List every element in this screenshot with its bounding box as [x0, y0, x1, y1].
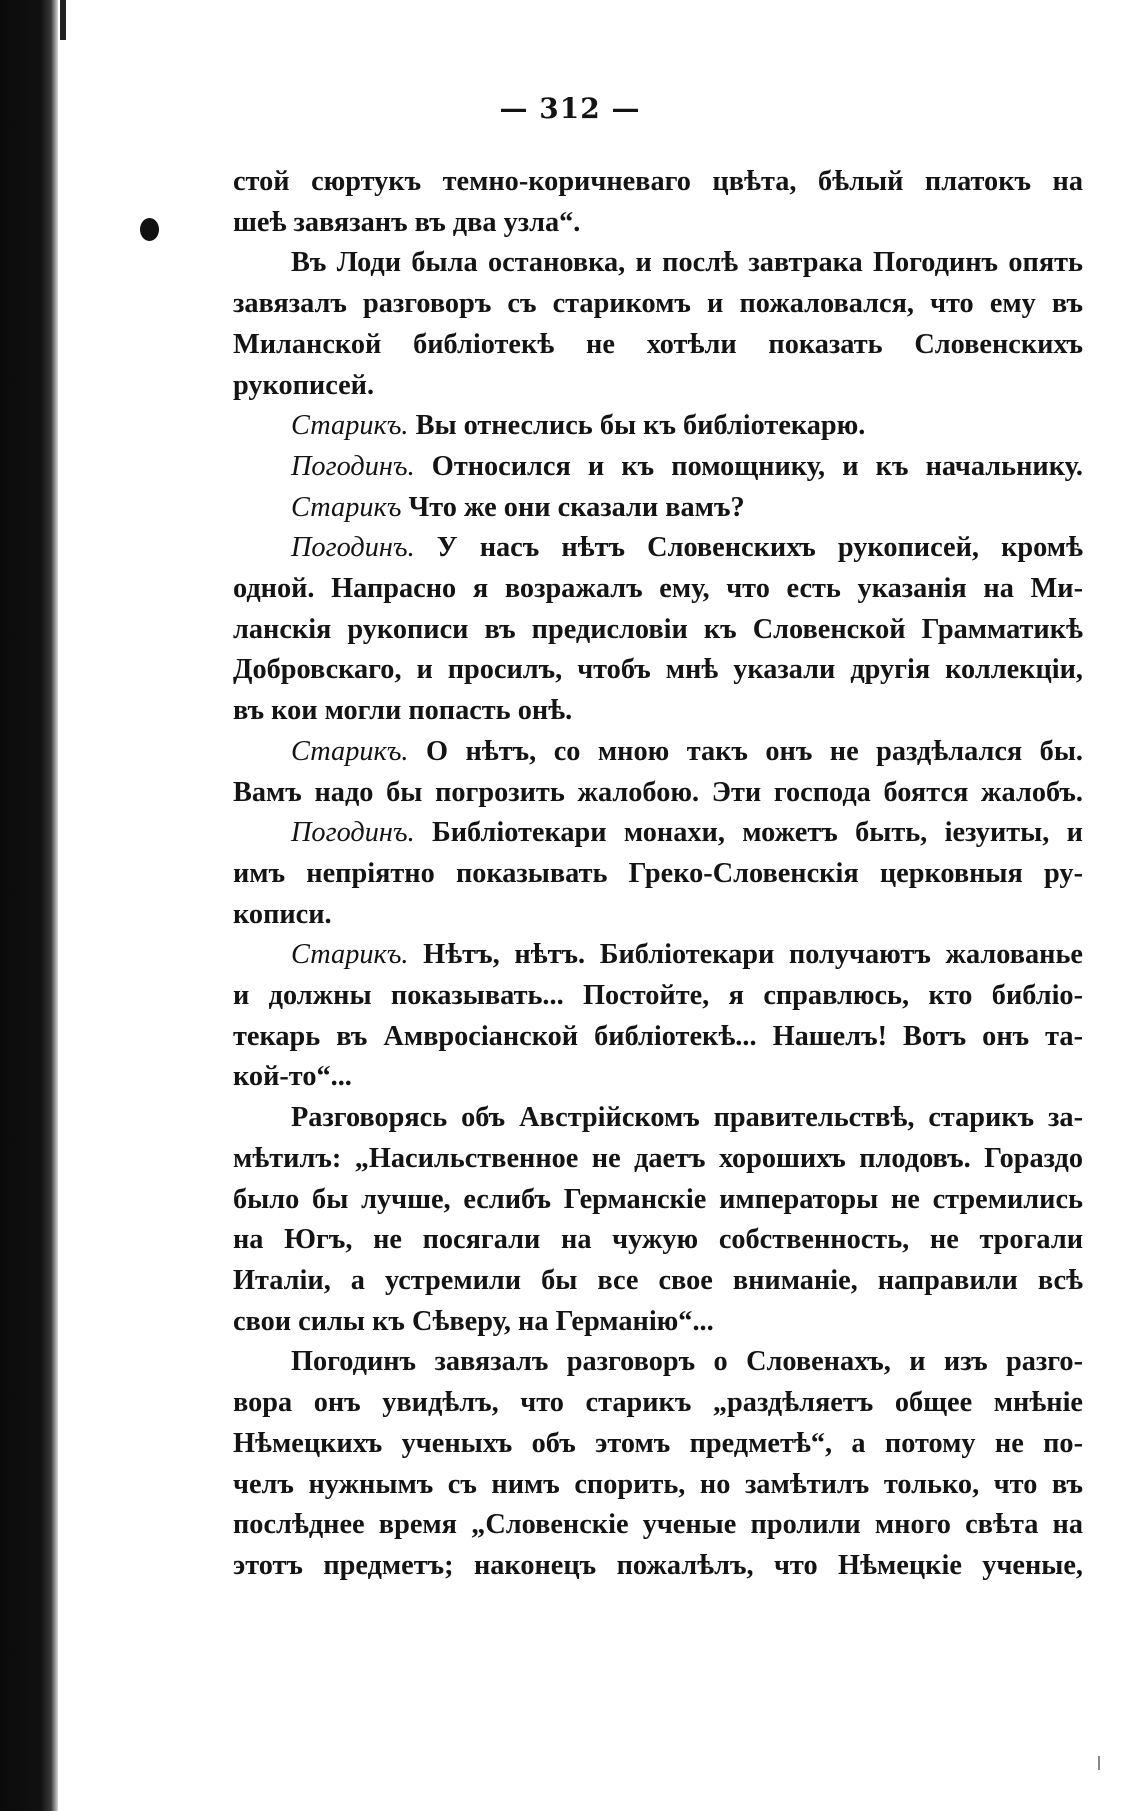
line-text: Нѣмецкихъ ученыхъ объ этомъ предметѣ“, а потому не по-: [233, 1427, 1083, 1459]
speaker-name: Старикъ.: [291, 735, 409, 767]
text-line: [233, 1220, 1083, 1261]
text-line: [233, 732, 1083, 773]
text-line: [233, 1057, 1083, 1098]
text-line: [233, 650, 1083, 691]
line-text: послѣднее время „Словенскіе ученые пролили много свѣта на: [233, 1509, 1083, 1541]
text-line: [233, 935, 1083, 976]
page-body: [233, 162, 1083, 1587]
text-line: [233, 1139, 1083, 1180]
line-text: Добровскаго, и просилъ, чтобъ мнѣ указали другія коллекціи,: [233, 654, 1083, 686]
line-text: и должны показывать... Постойте, я справлюсь, кто библіо-: [233, 980, 1083, 1012]
line-text: имъ непріятно показывать Греко-Словенскія церковныя ру-: [233, 857, 1083, 889]
text-line: [233, 406, 1083, 447]
text-line: [233, 610, 1083, 651]
line-text: Относился и къ помощнику, и къ начальнику.: [414, 450, 1083, 482]
book-spine-shadow: [0, 0, 58, 1811]
line-text: ланскія рукописи въ предисловіи къ Словенской Грамматикѣ: [233, 613, 1083, 645]
line-text: Нѣтъ, нѣтъ. Библіотекари получаютъ жалованье: [408, 939, 1083, 971]
page-number: — 312 —: [499, 92, 641, 125]
line-text: О нѣтъ, со мною такъ онъ не раздѣлался бы.: [408, 735, 1083, 767]
text-line: [233, 488, 1083, 529]
speaker-name: Погодинъ.: [291, 532, 415, 564]
text-line: [233, 773, 1083, 814]
text-line: [233, 1546, 1083, 1587]
text-line: [233, 162, 1083, 203]
spine-mark: [60, 0, 66, 40]
line-text: кописи.: [233, 898, 332, 930]
line-text: Италіи, а устремили бы все свое вниманіе, направили всѣ: [233, 1264, 1083, 1296]
text-line: [233, 1017, 1083, 1058]
line-text: мѣтилъ: „Насильственное не даетъ хорошихъ плодовъ. Гораздо: [233, 1142, 1083, 1174]
line-text: челъ нужнымъ съ нимъ спорить, но замѣтилъ только, что въ: [233, 1468, 1083, 1500]
line-text: Въ Лоди была остановка, и послѣ завтрака Погодинъ опять: [291, 247, 1083, 279]
text-line: [233, 325, 1083, 366]
line-text: шеѣ завязанъ въ два узла“.: [233, 206, 581, 238]
text-line: [233, 203, 1083, 244]
line-text: завязалъ разговоръ съ старикомъ и пожаловался, что ему въ: [233, 288, 1083, 320]
speaker-name: Старикъ.: [291, 410, 409, 442]
text-line: [233, 447, 1083, 488]
text-line: [233, 1465, 1083, 1506]
text-line: [233, 1424, 1083, 1465]
text-line: [233, 366, 1083, 407]
text-line: [233, 1505, 1083, 1546]
line-text: Погодинъ завязалъ разговоръ о Словенахъ, и изъ разго-: [291, 1346, 1083, 1378]
line-text: текарь въ Амвросіанской библіотекѣ... Нашелъ! Вотъ онъ та-: [233, 1020, 1083, 1052]
text-line: [233, 243, 1083, 284]
speaker-name: Старикъ.: [291, 939, 409, 971]
text-line: [233, 1383, 1083, 1424]
line-text: стой сюртукъ темно-коричневаго цвѣта, бѣлый платокъ на: [233, 166, 1083, 197]
line-text: Разговорясь объ Австрійскомъ правительствѣ, старикъ за-: [291, 1102, 1083, 1134]
line-text: Что же они сказали вамъ?: [401, 491, 745, 523]
text-line: [233, 1302, 1083, 1343]
ink-blot: [140, 218, 159, 241]
line-text: на Югъ, не посягали на чужую собственность, не трогали: [233, 1224, 1083, 1256]
line-text: этотъ предметъ; наконецъ пожалѣлъ, что Нѣмецкіе ученые,: [233, 1549, 1083, 1581]
line-text: У насъ нѣтъ Словенскихъ рукописей, кромѣ: [414, 532, 1083, 564]
text-line: [233, 1098, 1083, 1139]
line-text: одной. Напрасно я возражалъ ему, что есть указанія на Ми-: [233, 573, 1083, 605]
text-line: [233, 528, 1083, 569]
line-text: было бы лучше, еслибъ Германскіе императоры не стремились: [233, 1183, 1083, 1215]
text-line: [233, 1180, 1083, 1221]
text-line: [233, 813, 1083, 854]
text-line: [233, 691, 1083, 732]
text-line: [233, 976, 1083, 1017]
line-text: Вамъ надо бы погрозить жалобою. Эти господа боятся жалобъ.: [233, 776, 1083, 808]
speaker-name: Погодинъ.: [291, 450, 415, 482]
line-text: свои силы къ Сѣверу, на Германію“...: [233, 1305, 714, 1337]
line-text: Вы отнеслись бы къ библіотекарю.: [408, 410, 866, 442]
line-text: рукописей.: [233, 369, 375, 401]
text-line: [233, 1261, 1083, 1302]
line-text: Миланской библіотекѣ не хотѣли показать Словенскихъ: [233, 328, 1083, 360]
text-line: [233, 569, 1083, 610]
line-text: Библіотекари монахи, можетъ быть, іезуиты, и: [414, 817, 1083, 849]
text-line: [233, 284, 1083, 325]
text-line: [233, 895, 1083, 936]
speaker-name: Старикъ: [291, 491, 402, 523]
speaker-name: Погодинъ.: [291, 817, 415, 849]
text-line: [233, 854, 1083, 895]
text-line: [233, 1342, 1083, 1383]
line-text: кой-то“...: [233, 1061, 352, 1093]
line-text: вора онъ увидѣлъ, что старикъ „раздѣляетъ общее мнѣніе: [233, 1387, 1083, 1419]
scan-mark: [1098, 1756, 1100, 1770]
line-text: въ кои могли попасть онѣ.: [233, 695, 573, 727]
